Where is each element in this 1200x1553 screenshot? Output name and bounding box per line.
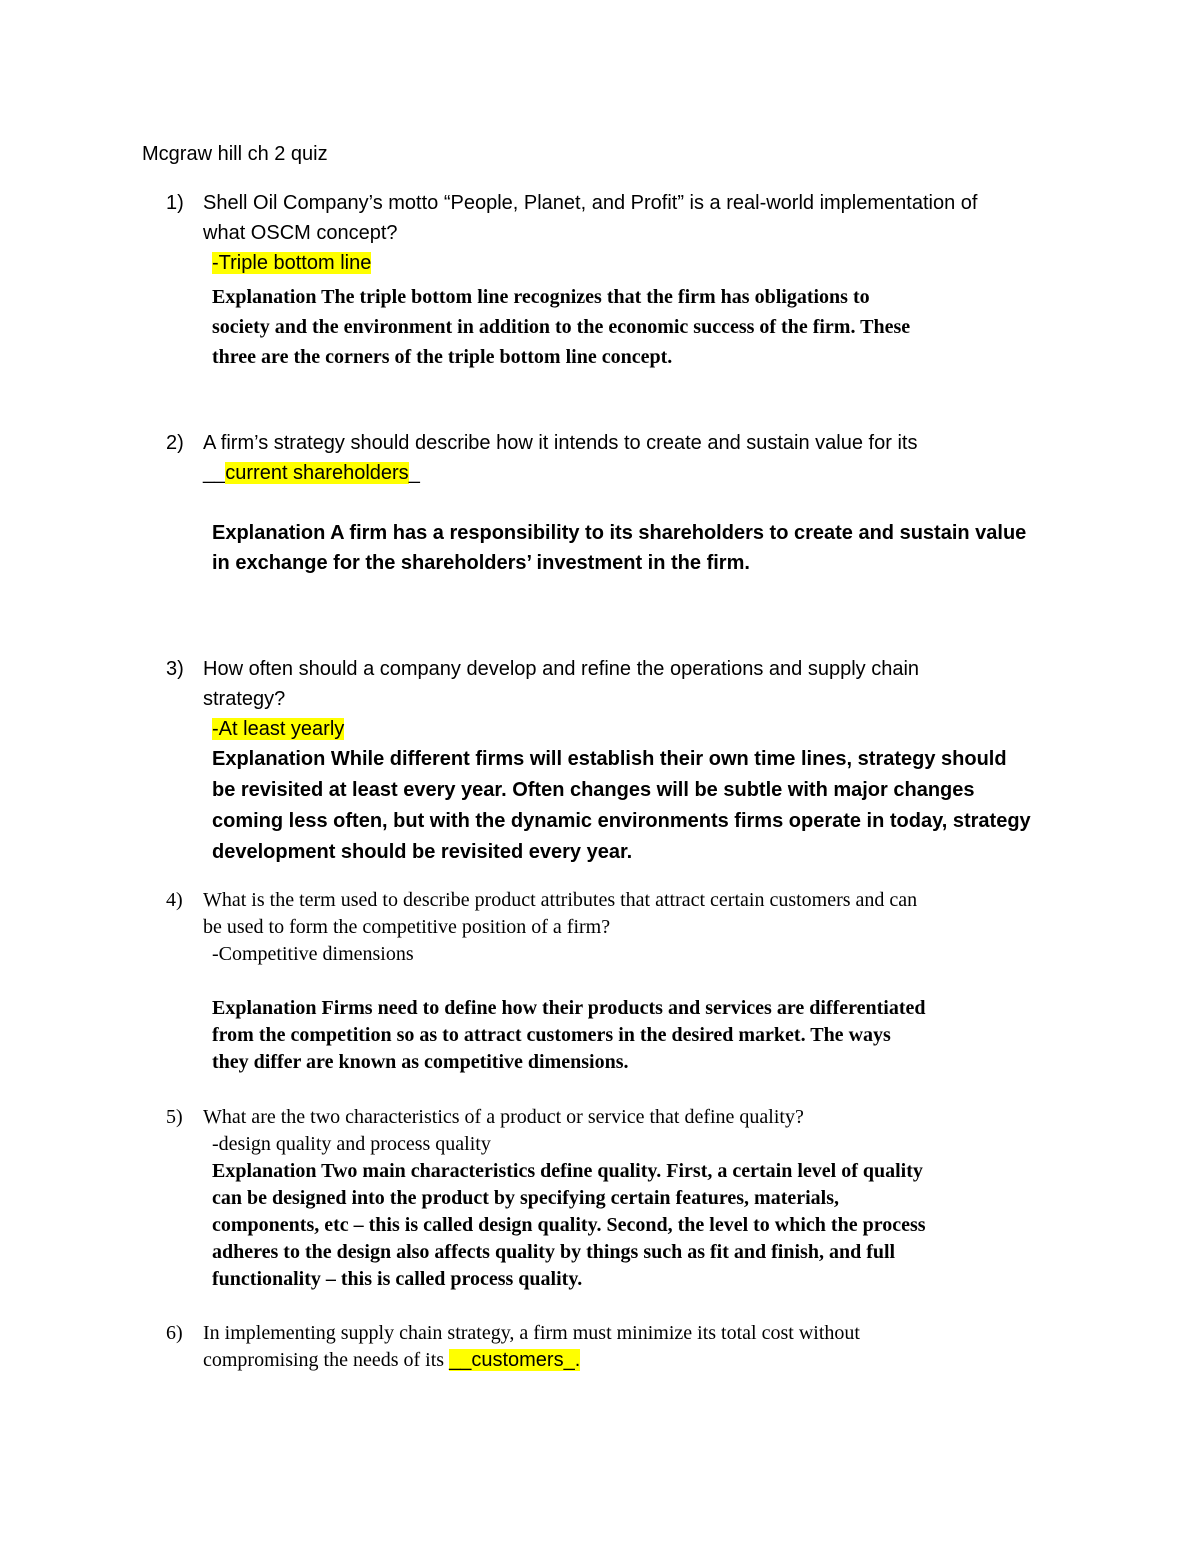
question-2 bbox=[142, 428, 1072, 578]
question-text-line: what OSCM concept? bbox=[203, 222, 398, 244]
explanation-line: Explanation While different firms will establish their own time lines, strategy should bbox=[212, 748, 1007, 770]
explanation-line: Explanation The triple bottom line recognizes that the firm has obligations to bbox=[212, 286, 870, 308]
page-title: Mcgraw hill ch 2 quiz bbox=[142, 143, 328, 165]
answer-text: -Competitive dimensions bbox=[212, 943, 414, 965]
explanation-line: adheres to the design also affects quality by things such as fit and finish, and full bbox=[212, 1241, 896, 1263]
question-text-line: Shell Oil Company’s motto “People, Planet, and Profit” is a real-world implementation of bbox=[203, 192, 978, 214]
question-text-line: What are the two characteristics of a product or service that define quality? bbox=[203, 1106, 804, 1128]
question-number: 5) bbox=[166, 1106, 183, 1128]
answer: -At least yearly bbox=[212, 718, 345, 740]
question-5 bbox=[142, 1104, 1072, 1293]
question-number: 1) bbox=[166, 192, 184, 214]
question-text-line: compromising the needs of its __customers_. bbox=[203, 1349, 581, 1371]
question-3 bbox=[142, 654, 1072, 868]
question-number: 3) bbox=[166, 658, 184, 680]
answer-text: -design quality and process quality bbox=[212, 1133, 491, 1155]
explanation-line: from the competition so as to attract customers in the desired market. The ways bbox=[212, 1024, 891, 1046]
explanation-line: society and the environment in addition to the economic success of the firm. These bbox=[212, 316, 911, 338]
question-text-line: A firm’s strategy should describe how it intends to create and sustain value for its bbox=[203, 432, 918, 454]
explanation-1 bbox=[142, 282, 1072, 372]
question-text-line: strategy? bbox=[203, 688, 286, 710]
explanation-line: development should be revisited every year. bbox=[212, 841, 633, 863]
question-text-line: be used to form the competitive position of a firm? bbox=[203, 916, 611, 938]
question-number: 2) bbox=[166, 432, 184, 454]
answer-text: At least yearly bbox=[218, 718, 345, 740]
question-text-line: How often should a company develop and refine the operations and supply chain bbox=[203, 658, 920, 680]
question-text-line: In implementing supply chain strategy, a firm must minimize its total cost without bbox=[203, 1322, 860, 1344]
question-number: 6) bbox=[166, 1322, 183, 1344]
explanation-line: functionality – this is called process quality. bbox=[212, 1268, 583, 1290]
answer-text: current shareholders bbox=[225, 462, 409, 484]
explanation-line: they differ are known as competitive dimensions. bbox=[212, 1051, 629, 1073]
explanation-line: coming less often, but with the dynamic environments firms operate in today, strategy bbox=[212, 810, 1031, 832]
explanation-line: Explanation A firm has a responsibility to its shareholders to create and sustain value bbox=[212, 522, 1027, 544]
question-1 bbox=[142, 188, 1072, 278]
explanation-line: components, etc – this is called design quality. Second, the level to which the process bbox=[212, 1214, 926, 1236]
explanation-line: in exchange for the shareholders’ investment in the firm. bbox=[212, 552, 750, 574]
question-text-line: What is the term used to describe product attributes that attract certain customers and can bbox=[203, 889, 918, 911]
explanation-line: Explanation Firms need to define how their products and services are differentiated bbox=[212, 997, 926, 1019]
question-6 bbox=[142, 1320, 1072, 1374]
answer: -Triple bottom line bbox=[212, 252, 372, 274]
explanation-line: be revisited at least every year. Often changes will be subtle with major changes bbox=[212, 779, 975, 801]
explanation-line: can be designed into the product by specifying certain features, materials, bbox=[212, 1187, 840, 1209]
answer-text: Triple bottom line bbox=[218, 252, 372, 274]
question-4 bbox=[142, 887, 1072, 1076]
explanation-line: three are the corners of the triple bottom line concept. bbox=[212, 346, 673, 368]
question-number: 4) bbox=[166, 889, 183, 911]
answer-text: __customers_. bbox=[449, 1349, 581, 1371]
blank-answer: __current shareholders_ bbox=[203, 462, 420, 484]
explanation-line: Explanation Two main characteristics define quality. First, a certain level of quality bbox=[212, 1160, 923, 1182]
